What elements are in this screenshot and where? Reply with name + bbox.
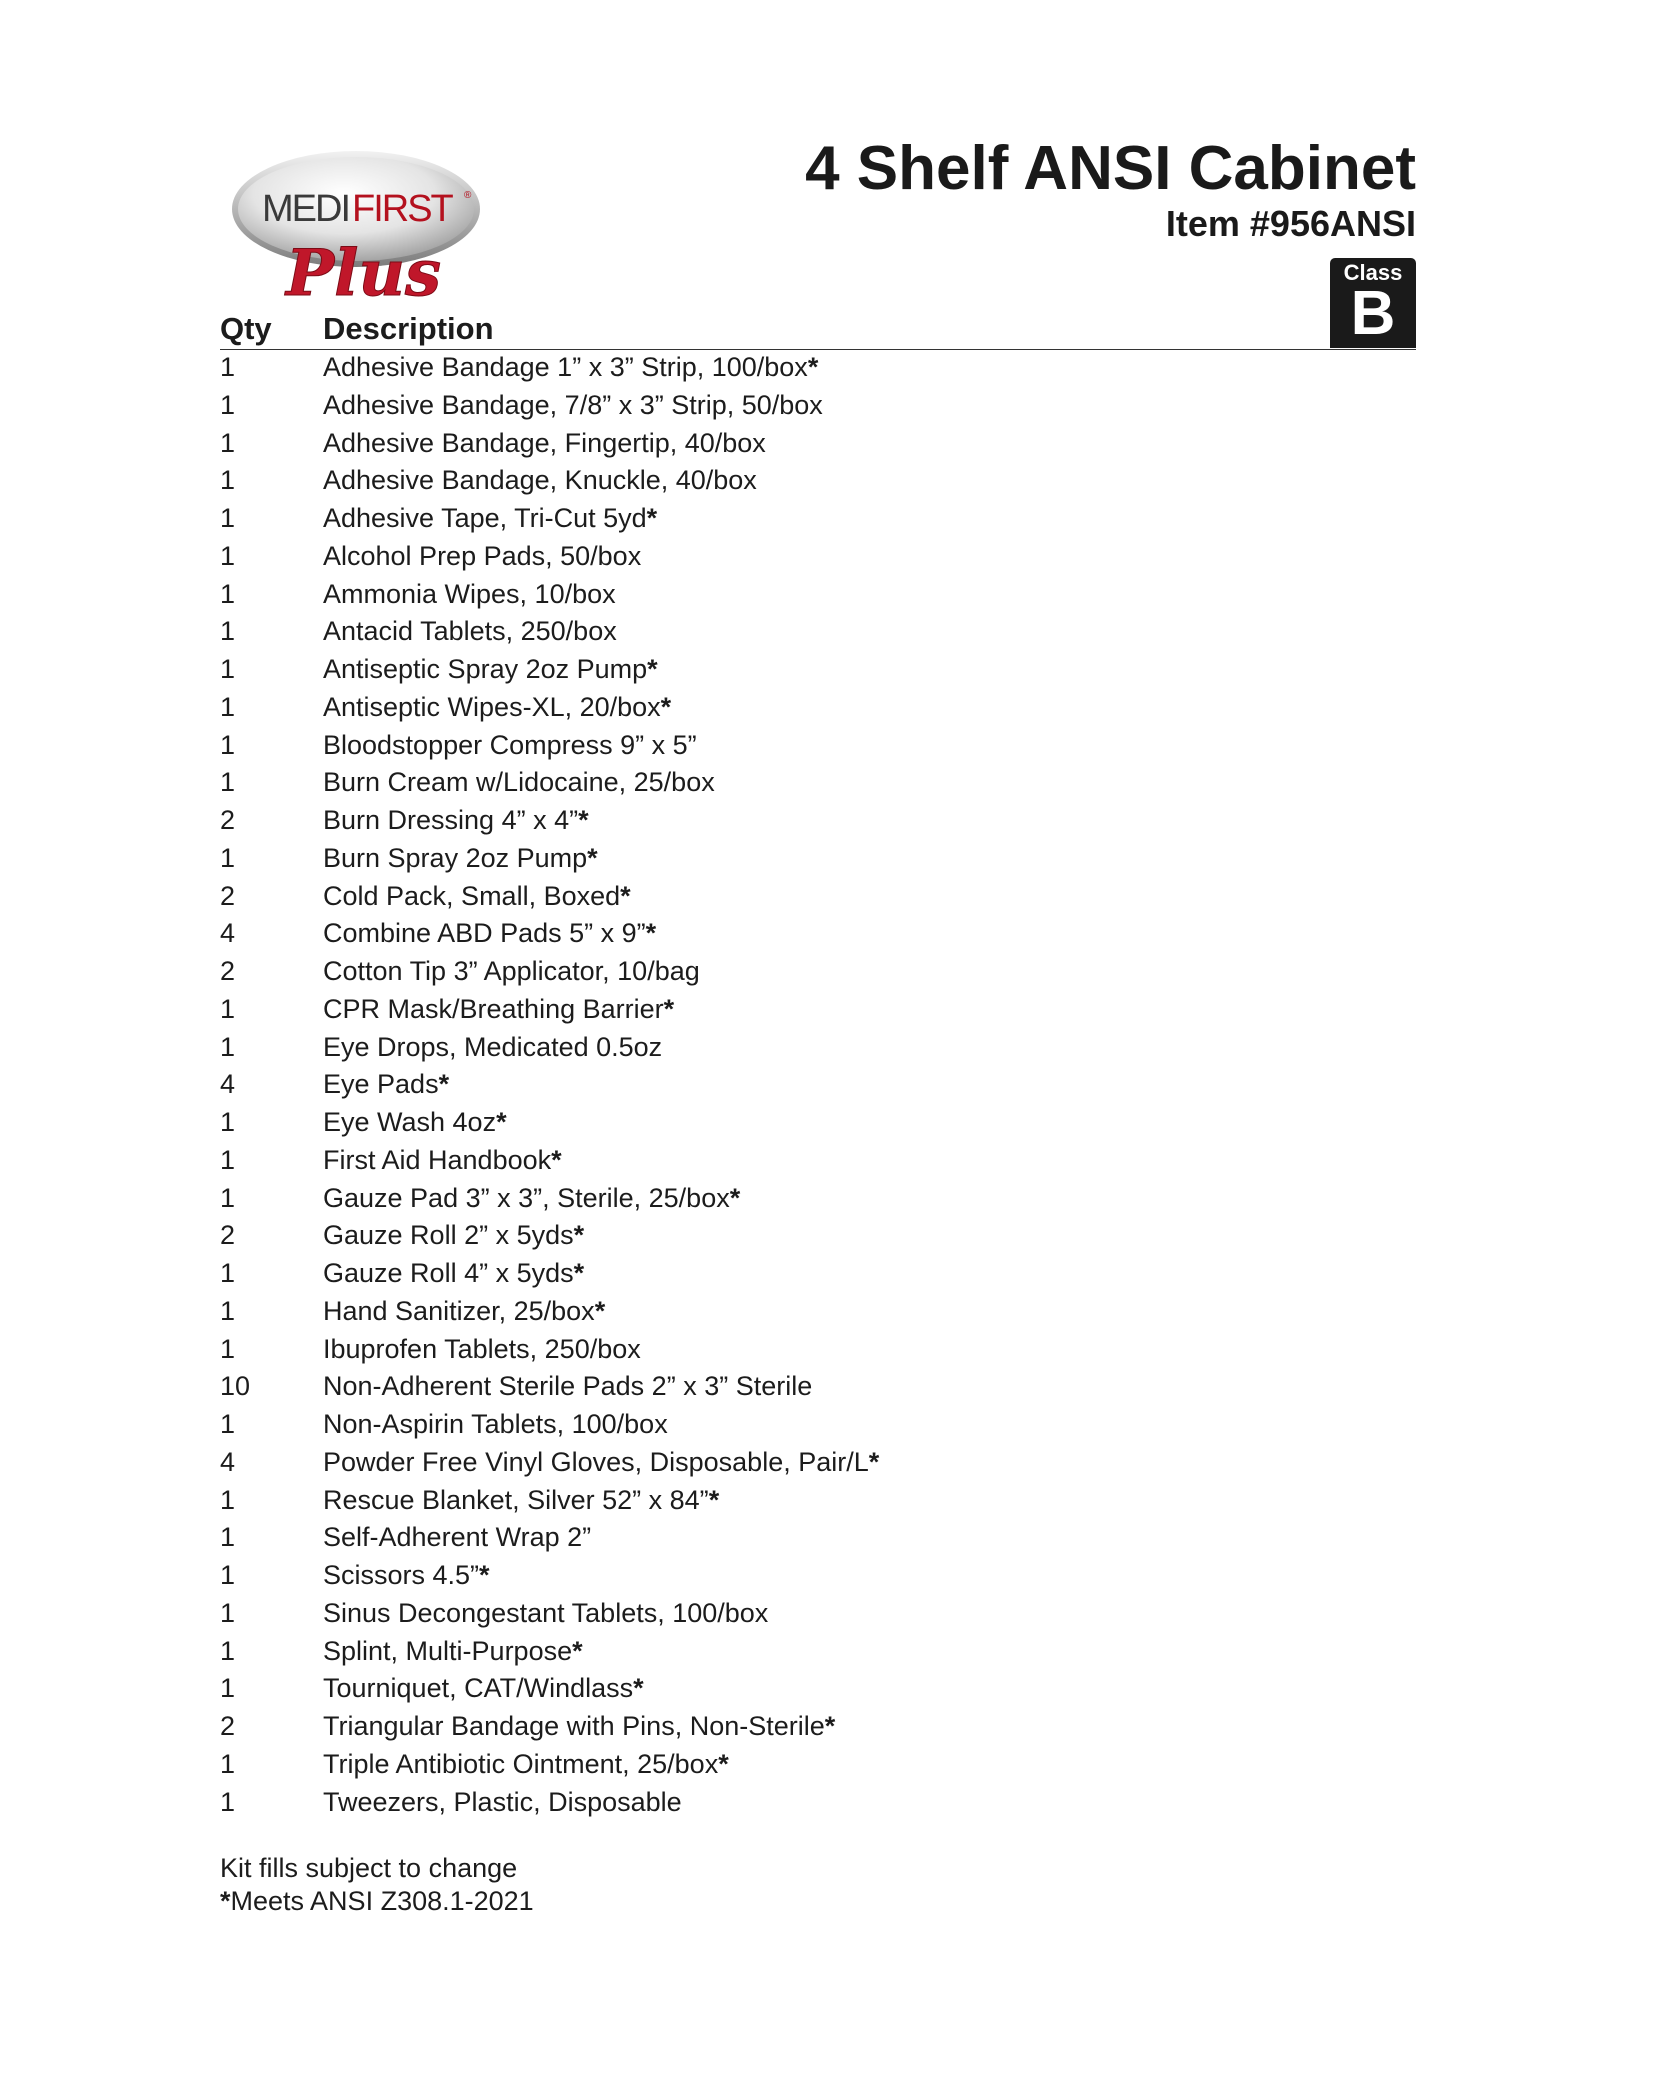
ansi-star: * xyxy=(438,1069,450,1100)
list-item xyxy=(220,764,1416,802)
ansi-star: * xyxy=(578,805,589,835)
item-description-text: Alcohol Prep Pads, 50/box xyxy=(323,540,642,571)
class-badge-label: Class xyxy=(1343,260,1403,285)
item-description xyxy=(323,1557,490,1595)
ansi-star: * xyxy=(551,1144,562,1175)
item-qty: 1 xyxy=(220,1635,236,1666)
item-qty: 2 xyxy=(220,1220,236,1251)
item-qty: 1 xyxy=(220,1673,236,1704)
item-description-text: Gauze Roll 4” x 5yds xyxy=(323,1258,574,1288)
ansi-star: * xyxy=(645,918,657,949)
list-item xyxy=(220,878,1416,916)
item-description-text: Eye Drops, Medicated 0.5oz xyxy=(323,1031,663,1062)
list-item xyxy=(220,915,1416,953)
item-qty: 1 xyxy=(220,1786,236,1817)
item-description-text: Splint, Multi-Purpose xyxy=(323,1635,573,1666)
list-item xyxy=(220,1746,1416,1784)
list-item xyxy=(220,1708,1416,1746)
item-description xyxy=(323,1217,584,1255)
item-description-text: Burn Cream w/Lidocaine, 25/box xyxy=(323,767,715,798)
svg-text:FIRST: FIRST xyxy=(352,188,452,230)
list-item xyxy=(220,613,1416,651)
list-item xyxy=(220,1255,1416,1293)
item-description-text: Burn Spray 2oz Pump xyxy=(323,842,588,873)
list-item xyxy=(220,689,1416,727)
item-qty: 1 xyxy=(220,767,236,798)
item-qty: 1 xyxy=(220,465,236,496)
item-qty: 10 xyxy=(220,1371,251,1402)
item-qty: 1 xyxy=(220,1333,236,1364)
item-qty: 1 xyxy=(220,729,236,760)
item-description xyxy=(323,1066,449,1104)
item-description xyxy=(323,915,656,953)
item-description-text: Sinus Decongestant Tablets, 100/box xyxy=(323,1597,769,1628)
item-description-text: Antiseptic Wipes-XL, 20/box xyxy=(323,691,661,722)
item-description xyxy=(323,1293,605,1331)
item-qty: 2 xyxy=(220,880,236,911)
list-item xyxy=(220,349,1416,387)
list-item xyxy=(220,727,1416,765)
item-qty: 2 xyxy=(220,1711,236,1741)
svg-text:Plus: Plus xyxy=(286,236,441,311)
item-description xyxy=(323,1633,583,1671)
item-description xyxy=(323,1482,719,1520)
item-description xyxy=(323,1670,644,1708)
item-description-text: Rescue Blanket, Silver 52” x 84” xyxy=(323,1484,709,1515)
ansi-star: * xyxy=(729,1182,741,1213)
item-qty: 1 xyxy=(220,1522,236,1553)
ansi-star: * xyxy=(220,1886,231,1916)
item-description xyxy=(323,1595,768,1633)
item-qty: 4 xyxy=(220,1069,236,1100)
list-item xyxy=(220,991,1416,1029)
item-description-text: Cotton Tip 3” Applicator, 10/bag xyxy=(323,956,700,986)
item-description xyxy=(323,538,641,576)
item-description xyxy=(323,991,674,1029)
item-description xyxy=(323,500,657,538)
item-description-text: Adhesive Tape, Tri-Cut 5yd xyxy=(323,503,647,533)
item-description xyxy=(323,1180,740,1218)
item-qty: 1 xyxy=(220,1258,236,1288)
item-description-text: Powder Free Vinyl Gloves, Disposable, Pair/L xyxy=(323,1446,869,1477)
list-item xyxy=(220,1670,1416,1708)
item-description-text: Cold Pack, Small, Boxed xyxy=(323,880,621,911)
item-qty: 1 xyxy=(220,1295,236,1326)
item-description xyxy=(323,840,598,878)
item-description xyxy=(323,764,715,802)
item-description-text: Tweezers, Plastic, Disposable xyxy=(323,1786,682,1817)
list-item xyxy=(220,1066,1416,1104)
item-description xyxy=(323,387,823,425)
item-qty: 2 xyxy=(220,956,236,986)
item-description-text: Bloodstopper Compress 9” x 5” xyxy=(323,729,697,760)
footer-notes xyxy=(220,1852,534,1918)
list-item xyxy=(220,1406,1416,1444)
list-item xyxy=(220,1482,1416,1520)
ansi-star: * xyxy=(868,1446,880,1477)
list-item xyxy=(220,1217,1416,1255)
item-description xyxy=(323,878,631,916)
item-qty: 1 xyxy=(220,1484,236,1515)
item-description-text: Eye Wash 4oz xyxy=(323,1107,497,1137)
ansi-star: * xyxy=(573,1220,585,1251)
list-item xyxy=(220,1180,1416,1218)
item-qty: 1 xyxy=(220,1597,236,1628)
class-badge-letter: B xyxy=(1350,279,1396,348)
ansi-star: * xyxy=(807,352,819,382)
ansi-star: * xyxy=(572,1635,583,1666)
item-qty: 4 xyxy=(220,1446,236,1477)
item-qty: 1 xyxy=(220,1560,236,1590)
list-item xyxy=(220,1029,1416,1067)
item-description-text: Triangular Bandage with Pins, Non-Sterile xyxy=(323,1711,825,1741)
item-description-text: Gauze Roll 2” x 5yds xyxy=(323,1220,574,1251)
list-item xyxy=(220,425,1416,463)
item-description xyxy=(323,1104,507,1142)
ansi-note xyxy=(220,1885,534,1918)
item-description xyxy=(323,689,671,727)
item-qty: 1 xyxy=(220,1031,236,1062)
item-description xyxy=(323,1142,562,1180)
item-description-text: Tourniquet, CAT/Windlass xyxy=(323,1673,634,1704)
medi-first-plus-logo xyxy=(228,143,490,311)
item-qty: 1 xyxy=(220,616,236,647)
svg-text:®: ® xyxy=(464,190,472,201)
list-item xyxy=(220,651,1416,689)
qty-column-header: Qty xyxy=(220,311,272,346)
item-description xyxy=(323,953,700,991)
item-qty: 1 xyxy=(220,389,236,420)
item-description-text: Ammonia Wipes, 10/box xyxy=(323,578,616,609)
item-description xyxy=(323,727,697,765)
item-description xyxy=(323,1444,879,1482)
item-description-text: Combine ABD Pads 5” x 9” xyxy=(323,918,646,949)
item-list xyxy=(220,349,1416,1821)
list-item xyxy=(220,387,1416,425)
item-description xyxy=(323,1029,662,1067)
item-description-text: Scissors 4.5” xyxy=(323,1560,480,1590)
item-qty: 1 xyxy=(220,1409,236,1439)
item-description-text: Triple Antibiotic Ointment, 25/box xyxy=(323,1748,719,1779)
ansi-star: * xyxy=(647,654,658,684)
svg-text:MEDI: MEDI xyxy=(262,188,349,230)
item-description-text: Non-Aspirin Tablets, 100/box xyxy=(323,1409,668,1439)
ansi-star: * xyxy=(633,1673,644,1704)
item-description xyxy=(323,1368,812,1406)
item-qty: 1 xyxy=(220,1144,236,1175)
item-qty: 2 xyxy=(220,805,236,835)
item-number: Item #956ANSI xyxy=(1165,203,1416,244)
item-description-text: Adhesive Bandage 1” x 3” Strip, 100/box xyxy=(323,352,808,382)
item-description xyxy=(323,1746,729,1784)
item-description-text: Antacid Tablets, 250/box xyxy=(323,616,617,647)
item-description-text: CPR Mask/Breathing Barrier xyxy=(323,993,664,1024)
item-description xyxy=(323,1406,668,1444)
item-qty: 1 xyxy=(220,993,236,1024)
ansi-star: * xyxy=(824,1711,836,1741)
item-qty: 1 xyxy=(220,503,236,533)
item-description xyxy=(323,1519,591,1557)
kit-fills-note: Kit fills subject to change xyxy=(220,1853,518,1883)
list-item xyxy=(220,1293,1416,1331)
item-description-text: Hand Sanitizer, 25/box xyxy=(323,1295,595,1326)
item-description xyxy=(323,651,658,689)
description-column-header: Description xyxy=(323,311,494,346)
item-description-text: Ibuprofen Tablets, 250/box xyxy=(323,1333,641,1364)
item-description-text: Burn Dressing 4” x 4” xyxy=(323,805,579,835)
list-item xyxy=(220,462,1416,500)
item-qty: 1 xyxy=(220,352,236,382)
ansi-star: * xyxy=(660,691,672,722)
list-item xyxy=(220,1444,1416,1482)
list-item xyxy=(220,500,1416,538)
item-qty: 1 xyxy=(220,842,236,873)
item-description-text: Gauze Pad 3” x 3”, Sterile, 25/box xyxy=(323,1182,730,1213)
list-item xyxy=(220,1519,1416,1557)
item-description-text: First Aid Handbook xyxy=(323,1144,552,1175)
ansi-star: * xyxy=(573,1258,585,1288)
item-qty: 1 xyxy=(220,427,236,458)
item-description-text: Antiseptic Spray 2oz Pump xyxy=(323,654,648,684)
list-item xyxy=(220,840,1416,878)
item-description xyxy=(323,802,589,840)
item-description-text: Adhesive Bandage, 7/8” x 3” Strip, 50/box xyxy=(323,389,823,420)
list-item xyxy=(220,576,1416,614)
item-qty: 1 xyxy=(220,691,236,722)
item-description-text: Non-Adherent Sterile Pads 2” x 3” Sterile xyxy=(323,1371,813,1402)
item-qty: 1 xyxy=(220,540,236,571)
item-qty: 1 xyxy=(220,578,236,609)
list-item xyxy=(220,1104,1416,1142)
item-description-text: Eye Pads xyxy=(323,1069,439,1100)
item-description xyxy=(323,576,616,614)
item-description xyxy=(323,1708,835,1746)
item-description xyxy=(323,1331,641,1369)
item-description-text: Adhesive Bandage, Knuckle, 40/box xyxy=(323,465,757,496)
item-description-text: Adhesive Bandage, Fingertip, 40/box xyxy=(323,427,766,458)
ansi-star: * xyxy=(620,880,631,911)
item-qty: 1 xyxy=(220,654,236,684)
list-item xyxy=(220,1368,1416,1406)
ansi-star: * xyxy=(594,1295,606,1326)
list-item xyxy=(220,1557,1416,1595)
item-description xyxy=(323,462,757,500)
ansi-star: * xyxy=(479,1560,490,1590)
ansi-star: * xyxy=(663,993,675,1024)
item-qty: 4 xyxy=(220,918,236,949)
list-item xyxy=(220,1595,1416,1633)
item-qty: 1 xyxy=(220,1182,236,1213)
item-description xyxy=(323,425,766,463)
item-description xyxy=(323,1255,584,1293)
ansi-note-text: Meets ANSI Z308.1-2021 xyxy=(230,1886,534,1916)
item-description xyxy=(323,1784,682,1822)
ansi-star: * xyxy=(718,1748,729,1779)
ansi-star: * xyxy=(496,1107,507,1137)
ansi-star: * xyxy=(708,1484,720,1515)
list-item xyxy=(220,538,1416,576)
list-item xyxy=(220,1633,1416,1671)
item-qty: 1 xyxy=(220,1107,236,1137)
list-item xyxy=(220,1331,1416,1369)
list-item xyxy=(220,953,1416,991)
ansi-star: * xyxy=(646,503,658,533)
item-description xyxy=(323,613,617,651)
list-item xyxy=(220,1784,1416,1822)
ansi-star: * xyxy=(587,842,598,873)
item-description xyxy=(323,349,818,387)
table-header xyxy=(220,310,1416,350)
page-title: 4 Shelf ANSI Cabinet xyxy=(805,134,1416,203)
list-item xyxy=(220,802,1416,840)
item-description-text: Self-Adherent Wrap 2” xyxy=(323,1522,592,1553)
item-qty: 1 xyxy=(220,1748,236,1779)
list-item xyxy=(220,1142,1416,1180)
